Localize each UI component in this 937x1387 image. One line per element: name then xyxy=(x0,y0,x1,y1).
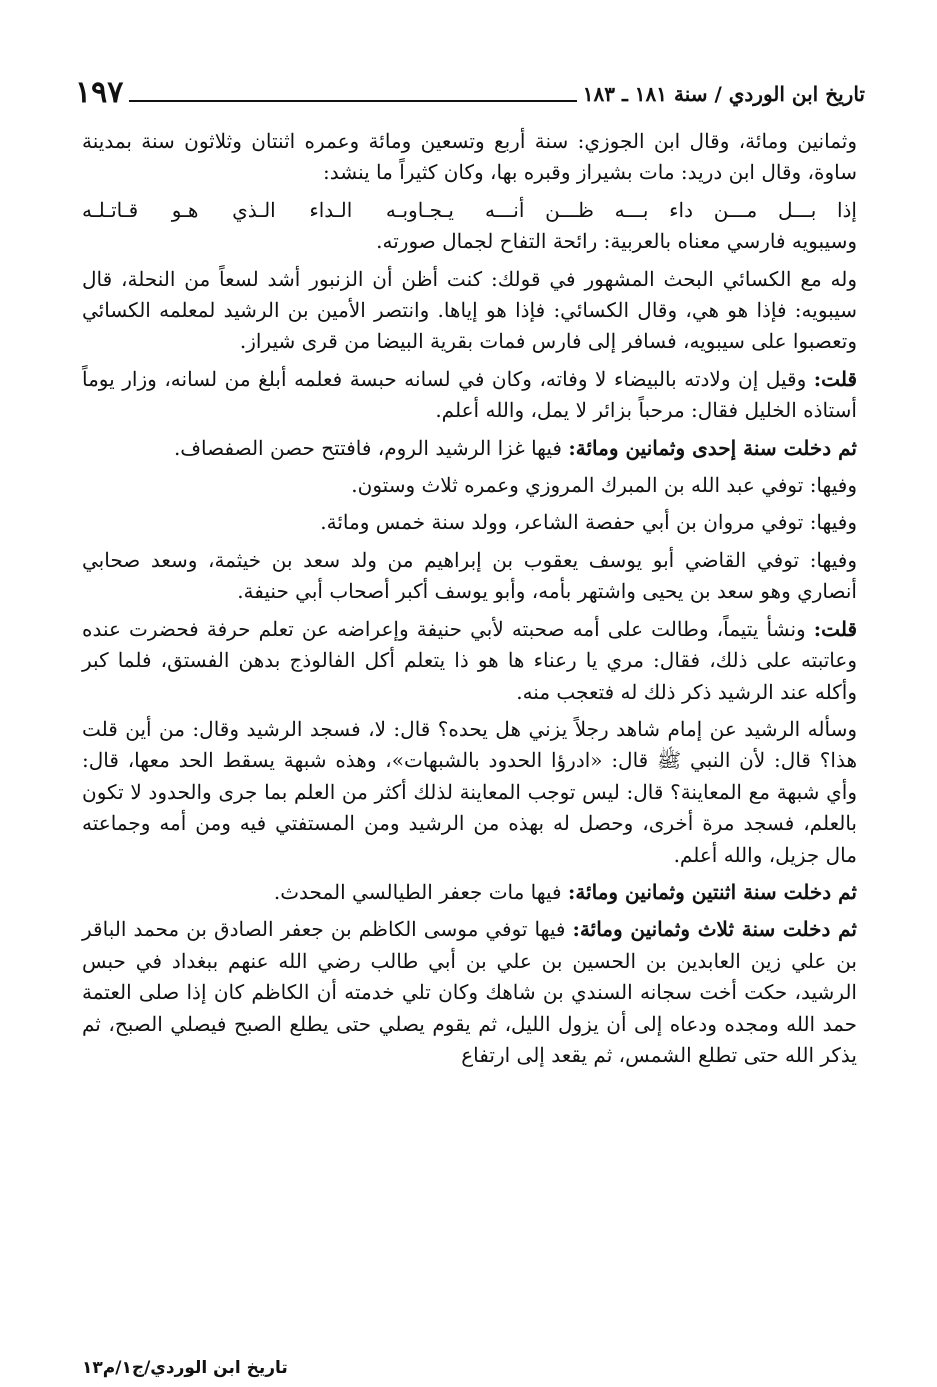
paragraph-text: ونشأ يتيماً، وطالت على أمه صحبته لأبي حنيفة وإعراضه عن تعلم حرفة فحضرت عنده وعاتبته على ذلك، فقال: مري يا رعناء ها هو ذا يتعلم أكل الفالوذج بدهن الفستق، فلما كبر وأكله عند الرشيد ذكر ذلك له فتعجب منه. xyxy=(82,616,857,704)
paragraph xyxy=(82,470,857,501)
paragraph-text: وفيها: توفي عبد الله بن المبرك المروزي وعمره ثلاث وستون. xyxy=(351,473,857,498)
paragraph-lead: قلت: xyxy=(813,366,857,391)
paragraph-text: فيها توفي موسى الكاظم بن جعفر الصادق بن محمد الباقر بن علي زين العابدين بن الحسين بن علي بن أبي طالب رضي الله عنهم ببغداد في حبس الرشيد، حكت أخت سجانه السندي بن شاهك وكان تلي خدمته أن الكاظم كان إذا صلى العتمة حمد الله ومجده ودعاه إلى أن يزول الليل، ثم يقوم يصلي حتى يطلع الصبح فيصلي الصبح، ثم يذكر الله حتى تطلع الشمس، ثم يقعد إلى ارتفاع xyxy=(82,917,857,1067)
paragraph xyxy=(82,364,857,427)
paragraph xyxy=(82,433,857,464)
paragraph-lead: ثم دخلت سنة ثلاث وثمانين ومائة: xyxy=(572,917,857,942)
paragraph-text: فيها مات جعفر الطيالسي المحدث. xyxy=(273,879,568,904)
paragraph-lead: قلت: xyxy=(813,616,857,641)
paragraph-lead: ثم دخلت سنة إحدى وثمانين ومائة: xyxy=(568,435,857,460)
paragraph xyxy=(82,264,857,358)
page-header xyxy=(75,66,865,110)
poem-second-hemistich: يـجـاوبـه الـداء الـذي هـو قـاتـلـه xyxy=(82,197,454,222)
paragraph xyxy=(82,126,857,189)
paragraph-text: وسيبويه فارسي معناه بالعربية: رائحة التفاح لجمال صورته. xyxy=(376,229,857,254)
paragraph-text: وفيها: توفي مروان بن أبي حفصة الشاعر، وولد سنة خمس ومائة. xyxy=(320,510,857,535)
paragraph-text: وقيل إن ولادته بالبيضاء لا وفاته، وكان في لسانه حبسة فعلمه أبلغ من لسانه، وزار يوماً أستاذه الخليل فقال: مرحباً بزائر لا يمل، والله أعلم. xyxy=(82,366,857,423)
paragraph xyxy=(82,877,857,908)
paragraph-text: فيها غزا الرشيد الروم، فافتتح حصن الصفصاف. xyxy=(173,435,569,460)
poem-first-hemistich: إذا بـــل مـــن داء بـــه ظـــن أنـــه xyxy=(485,197,857,222)
paragraph-lead: ثم دخلت سنة اثنتين وثمانين ومائة: xyxy=(567,879,857,904)
signature-mark: تاريخ ابن الوردي/ج١/م١٣ xyxy=(82,1358,288,1378)
paragraph xyxy=(82,614,857,708)
page-body xyxy=(82,126,857,1351)
paragraph xyxy=(82,507,857,538)
paragraph xyxy=(82,226,857,257)
poem-verse xyxy=(82,195,857,226)
paragraph xyxy=(82,914,857,1071)
paragraph xyxy=(82,714,857,871)
paragraph-text: وله مع الكسائي البحث المشهور في قولك: كنت أظن أن الزنبور أشد لسعاً من النحلة، قال سيبويه: فإذا هو هي، وقال الكسائي: فإذا هو إياها. وانتصر الأمين بن الرشيد لمعلمه الكسائي وتعصبوا على سيبويه، فسافر إلى فارس فمات بقرية البيضا من قرى شيراز. xyxy=(82,266,857,354)
paragraph-text: وثمانين ومائة، وقال ابن الجوزي: سنة أربع وتسعين ومائة وعمره اثنتان وثلاثون سنة بمدينة ساوة، وقال ابن دريد: مات بشيراز وقبره بها، وكان كثيراً ما ينشد: xyxy=(82,129,857,185)
paragraph-text: وفيها: توفي القاضي أبو يوسف يعقوب بن إبراهيم من ولد سعد بن خيثمة، وسعد صحابي أنصاري وهو سعد بن يحيى واشتهر بأمه، وأبو يوسف أكبر أصحاب أبي حنيفة. xyxy=(82,547,857,604)
header-rule xyxy=(129,100,576,102)
paragraph-text: وسأله الرشيد عن إمام شاهد رجلاً يزني هل يحده؟ قال: لا، فسجد الرشيد وقال: من أين قلت هذا؟ قال: لأن النبي ﷺ قال: «ادرؤا الحدود بالشبهات»، وهذه شبهة يسقط الحد معها، قال: وأي شبهة مع المعاينة؟ قال: ليس توجب المعاينة لذلك أكثر من العلم بما جرى والحدود لا تكون بالعلم، فسجد مرة أخرى، وحصل له بهذه من الرشيد ومن المستفتي فيه ومن أمه وجماعته مال جزيل، والله أعلم. xyxy=(82,716,857,867)
running-title: تاريخ ابن الوردي / سنة ١٨١ ـ ١٨٣ xyxy=(582,82,865,106)
page-number: ١٩٧ xyxy=(75,75,124,110)
paragraph xyxy=(82,545,857,608)
